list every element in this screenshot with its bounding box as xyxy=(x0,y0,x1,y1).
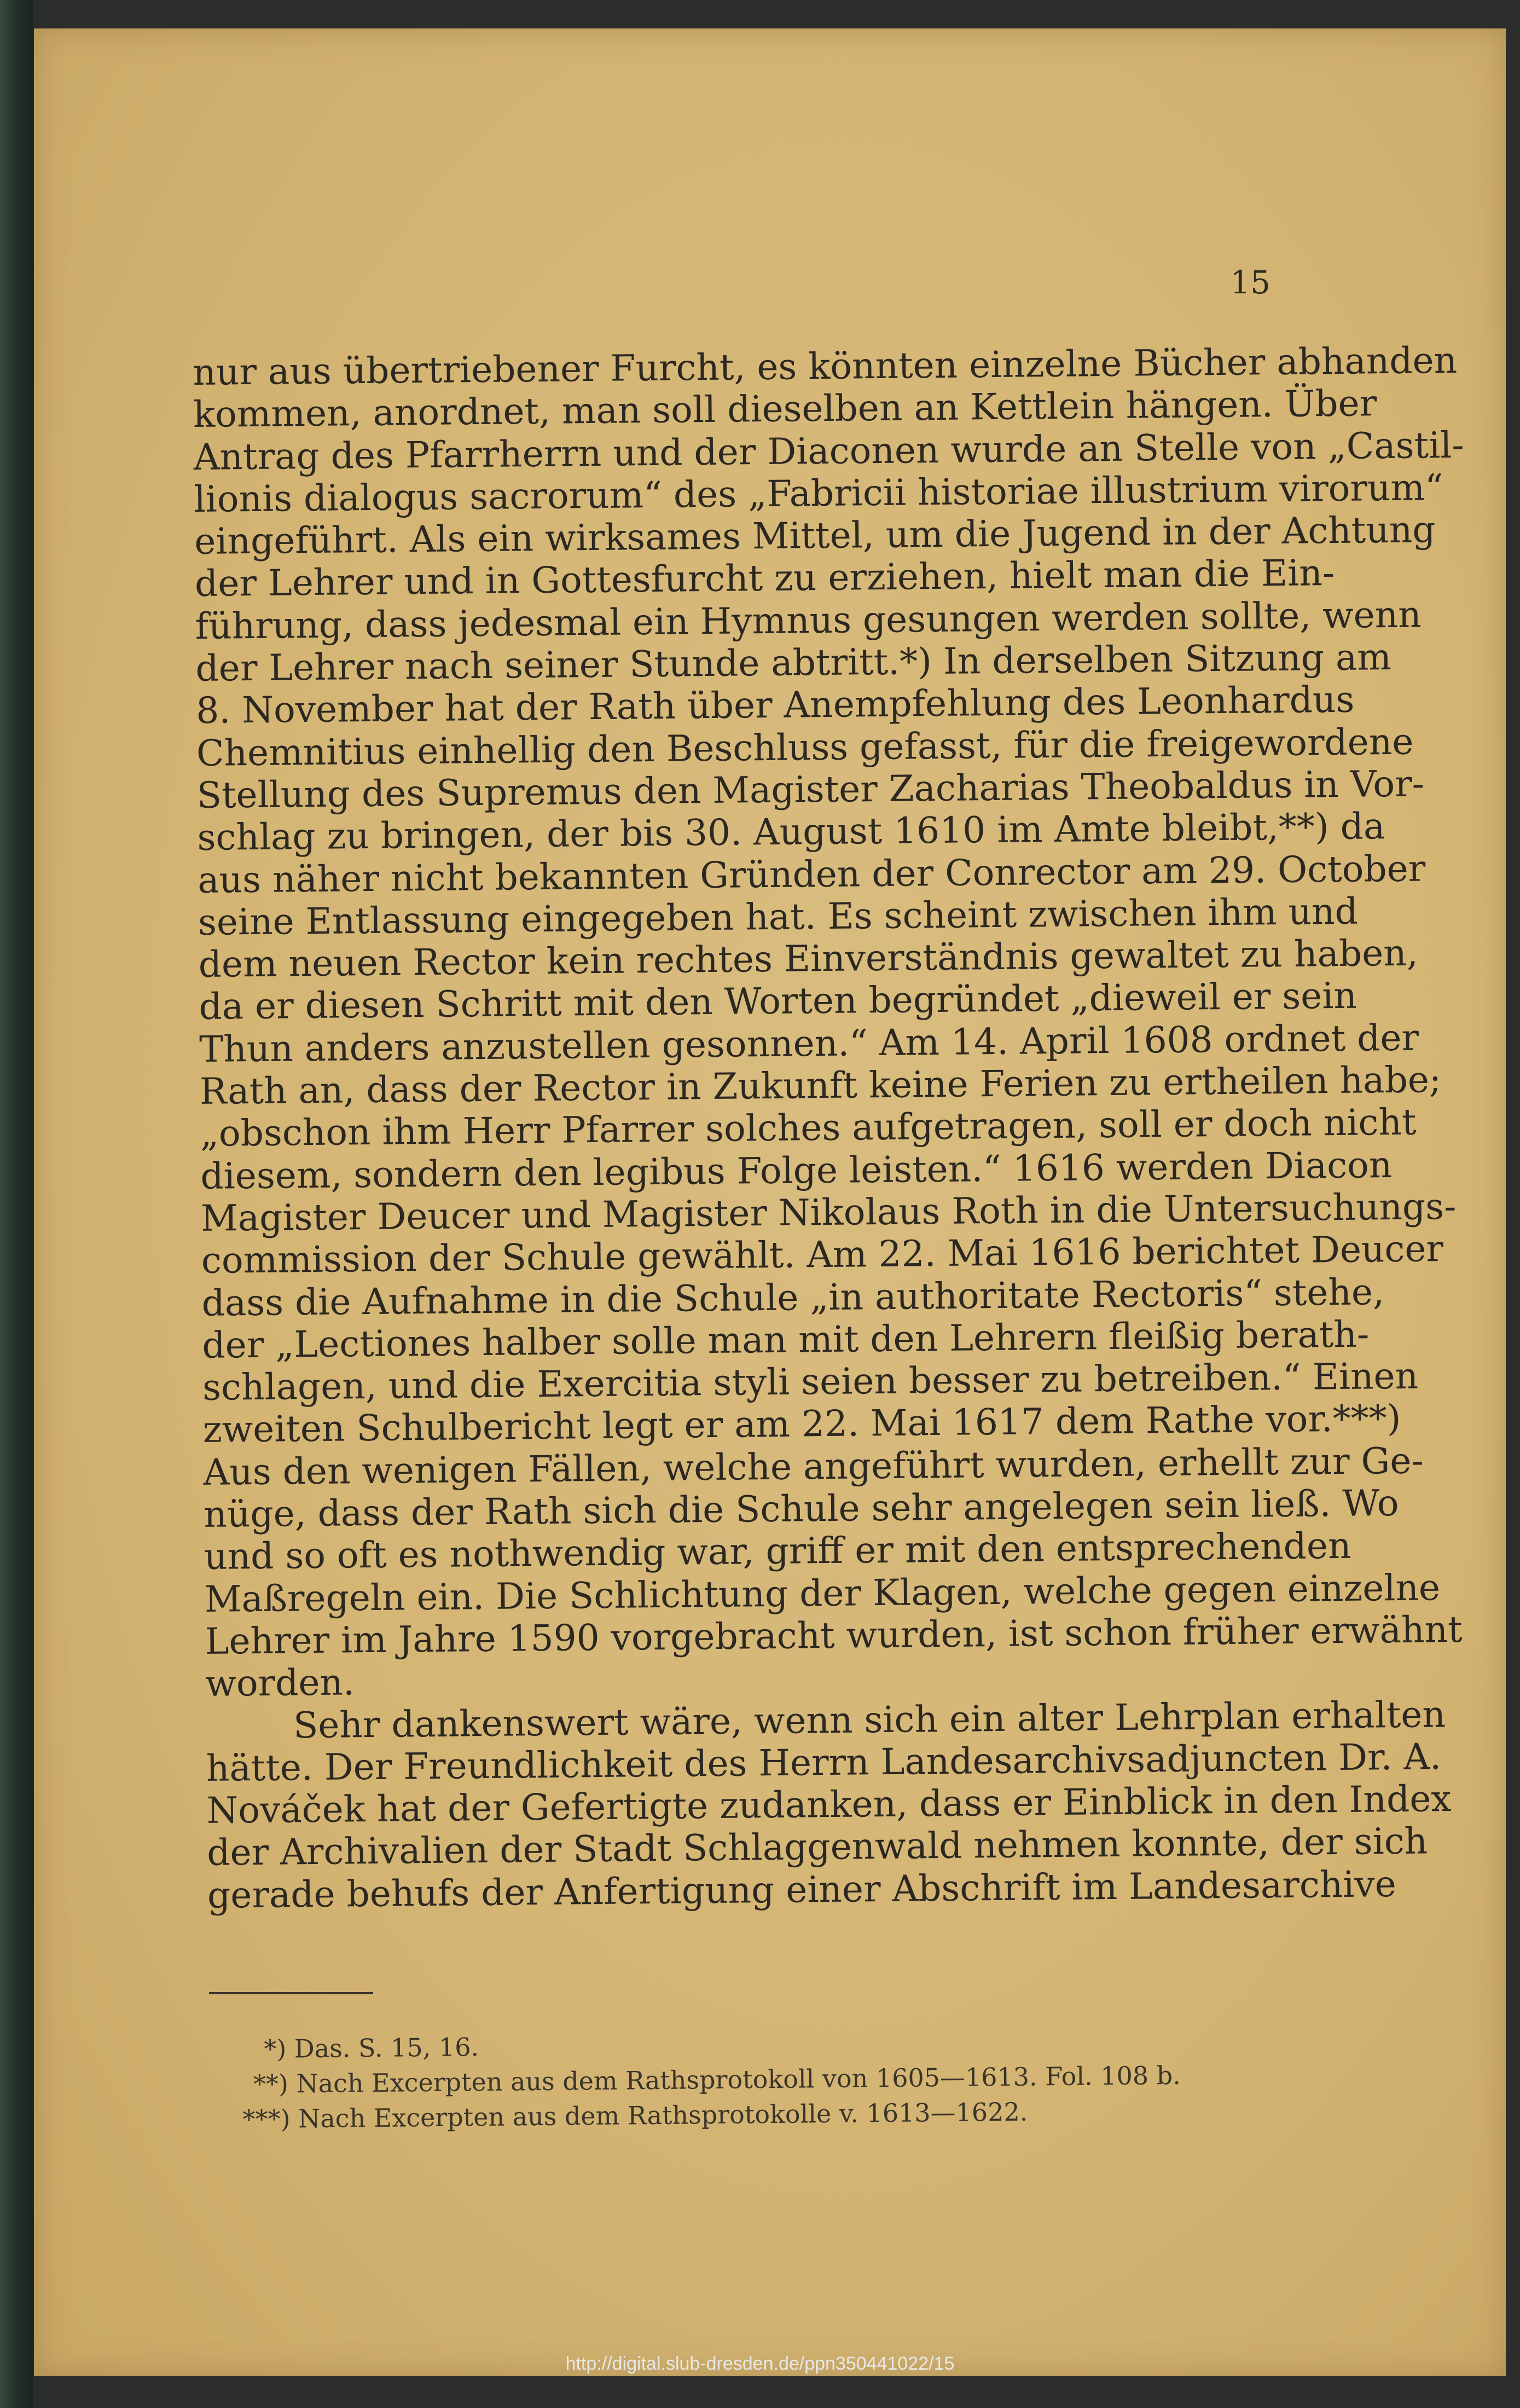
text-line: aus näher nicht bekannten Gründen der Conrector am 29. October xyxy=(197,847,1426,901)
text-line: und so oft es nothwendig war, griff er mit den entsprechenden xyxy=(204,1525,1351,1578)
text-line: schlagen, und die Exercitia styli seien besser zu betreiben.“ Einen xyxy=(202,1354,1419,1409)
footnote: **) Nach Excerpten aus dem Rathsprotokoll von 1605—1613. Fol. 108 b. xyxy=(253,2060,1181,2099)
text-line: nur aus übertriebener Furcht, es könnten einzelne Bücher abhanden xyxy=(193,339,1458,393)
footnote-separator xyxy=(209,1992,373,1994)
text-line: gerade behufs der Anfertigung einer Abschrift im Landesarchive xyxy=(207,1862,1397,1917)
text-line: lionis dialogus sacrorum“ des „Fabricii historiae illustrium virorum“ xyxy=(194,466,1444,520)
text-line: „obschon ihm Herr Pfarrer solches aufgetragen, soll er doch nicht xyxy=(200,1101,1417,1155)
text-line: Antrag des Pfarrherrn und der Diaconen wurde an Stelle von „Castil- xyxy=(193,424,1464,478)
text-line: eingeführt. Als ein wirksames Mittel, um die Jugend in der Achtung xyxy=(194,508,1436,563)
text-line: Thun anders anzustellen gesonnen.“ Am 14. April 1608 ordnet der xyxy=(199,1016,1419,1070)
text-line: Nováček hat der Gefertigte zudanken, dass er Einblick in den Index xyxy=(206,1778,1452,1832)
page-number: 15 xyxy=(1230,264,1270,301)
footnote: ***) Nach Excerpten aus dem Rathsprotokolle v. 1613—1622. xyxy=(242,2097,1028,2134)
text-line: schlag zu bringen, der bis 30. August 1610 im Amte bleibt,**) da xyxy=(197,805,1385,859)
text-line: der Archivalien der Stadt Schlaggenwald nehmen konnte, der sich xyxy=(206,1820,1428,1874)
text-line: hätte. Der Freundlichkeit des Herrn Landesarchivsadjuncten Dr. A. xyxy=(206,1735,1442,1790)
text-line: dass die Aufnahme in die Schule „in authoritate Rectoris“ stehe, xyxy=(201,1270,1385,1324)
text-line: worden. xyxy=(205,1661,355,1705)
text-line: Rath an, dass der Rector in Zukunft keine Ferien zu ertheilen habe; xyxy=(199,1058,1442,1113)
body-text xyxy=(193,339,1464,1917)
text-line: diesem, sondern den legibus Folge leisten.“ 1616 werden Diacon xyxy=(200,1143,1393,1197)
text-line: Magister Deucer und Magister Nikolaus Roth in die Untersuchungs- xyxy=(200,1185,1457,1240)
text-line: kommen, anordnet, man soll dieselben an Kettlein hängen. Über xyxy=(193,382,1377,436)
text-line: 8. November hat der Rath über Anempfehlung des Leonhardus xyxy=(195,679,1355,732)
footnote: *) Das. S. 15, 16. xyxy=(264,2032,479,2064)
text-line: der Lehrer und in Gottesfurcht zu erziehen, hielt man die Ein- xyxy=(194,552,1335,605)
text-line: Chemnitius einhellig den Beschluss gefasst, für die freigewordene xyxy=(196,720,1414,774)
text-line: dem neuen Rector kein rechtes Einverständnis gewaltet zu haben, xyxy=(198,931,1419,986)
text-line: da er diesen Schritt mit den Worten begründet „dieweil er sein xyxy=(199,975,1357,1028)
text-line: commission der Schule gewählt. Am 22. Mai 1616 berichtet Deucer xyxy=(201,1228,1444,1282)
text-line: der Lehrer nach seiner Stunde abtritt.*) In derselben Sitzung am xyxy=(195,636,1392,690)
text-line: Stellung des Supremus den Magister Zacharias Theobaldus in Vor- xyxy=(196,762,1425,817)
text-line: der „Lectiones halber solle man mit den Lehrern fleißig berath- xyxy=(202,1313,1370,1367)
text-line: führung, dass jedesmal ein Hymnus gesungen werden sollte, wenn xyxy=(195,593,1422,647)
book-page xyxy=(34,28,1506,2376)
source-url[interactable]: http://digital.slub-dresden.de/ppn350441022/15 xyxy=(565,2353,955,2374)
text-line: Lehrer im Jahre 1590 vorgebracht wurden, ist schon früher erwähnt xyxy=(205,1608,1463,1663)
book-spine-edge xyxy=(0,0,33,2408)
text-line: seine Entlassung eingegeben hat. Es scheint zwischen ihm und xyxy=(198,890,1359,943)
text-line: zweiten Schulbericht legt er am 22. Mai 1617 dem Rathe vor.***) xyxy=(202,1397,1401,1451)
text-line: Aus den wenigen Fällen, welche angeführt wurden, erhellt zur Ge- xyxy=(203,1439,1424,1494)
text-line: Maßregeln ein. Die Schlichtung der Klagen, welche gegen einzelne xyxy=(204,1566,1441,1620)
text-line: Sehr dankenswert wäre, wenn sich ein alter Lehrplan erhalten xyxy=(293,1693,1446,1746)
text-line: nüge, dass der Rath sich die Schule sehr angelegen sein ließ. Wo xyxy=(204,1481,1399,1536)
footnotes xyxy=(242,2022,1304,2137)
